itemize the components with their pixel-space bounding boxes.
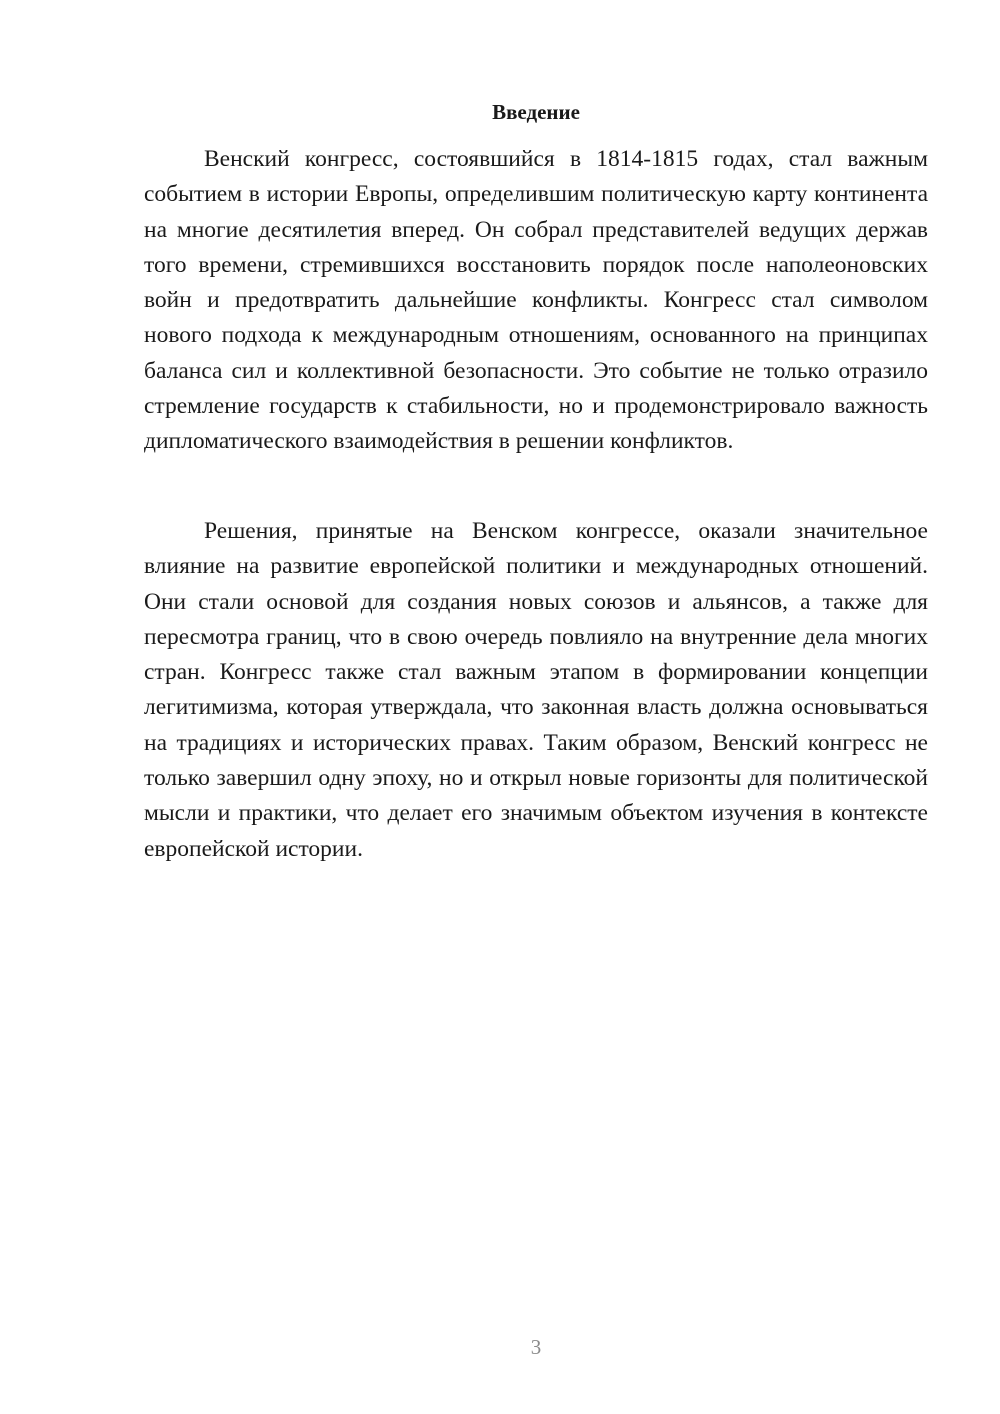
paragraph-1: Венский конгресс, состоявшийся в 1814-1815 годах, стал важным событием в истории Европы, определившим политическую карту континента на многие десятилетия вперед. Он собрал представителей ведущих держав того времени, стремившихся восстановить порядок после наполеоновских войн и предотвратить дальнейшие конфликты. Конгресс стал символом нового подхода к международным отношениям, основанного на принципах баланса сил и коллективной безопасности. Это событие не только отразило стремление государств к стабильности, но и продемонстрировало важность дипломатического взаимодействия в решении конфликтов. — [144, 146, 928, 455]
paragraph-2: Решения, принятые на Венском конгрессе, оказали значительное влияние на развитие европейской политики и международных отношений. Они стали основой для создания новых союзов и альянсов, а также для пересмотра границ, что в свою очередь повлияло на внутренние дела многих стран. Конгресс также стал важным этапом в формировании концепции легитимизма, которая утверждала, что законная власть должна основываться на традициях и исторических правах. Таким образом, Венский конгресс не только завершил одну эпоху, но и открыл новые горизонты для политической мысли и практики, что делает его значимым объектом изучения в контексте европейской истории. — [144, 518, 928, 862]
section-title: Введение — [492, 100, 580, 124]
page-number: 3 — [530, 1335, 542, 1359]
